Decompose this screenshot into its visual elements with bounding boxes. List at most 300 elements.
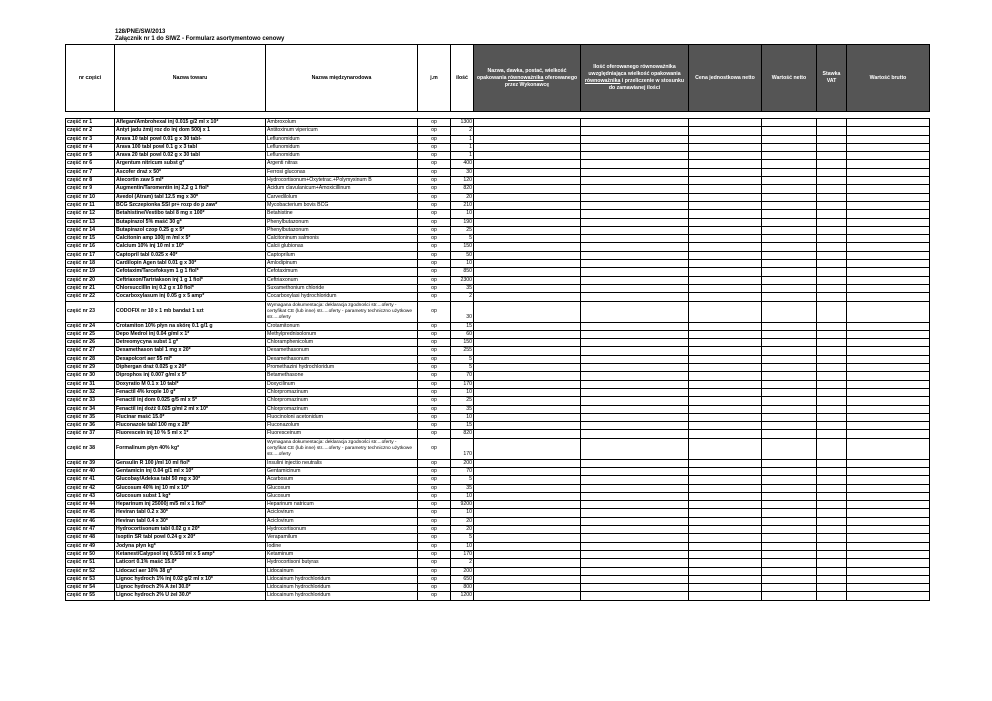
vat-cell[interactable] <box>817 235 847 243</box>
offered-qty-cell[interactable] <box>581 268 689 276</box>
offered-name-cell[interactable] <box>474 501 581 509</box>
unit-price-cell[interactable] <box>689 210 762 218</box>
vat-cell[interactable] <box>817 534 847 542</box>
gross-value-cell[interactable] <box>847 160 930 168</box>
offered-qty-cell[interactable] <box>581 127 689 135</box>
unit-price-cell[interactable] <box>689 276 762 284</box>
vat-cell[interactable] <box>817 193 847 201</box>
gross-value-cell[interactable] <box>847 542 930 550</box>
offered-name-cell[interactable] <box>474 143 581 151</box>
vat-cell[interactable] <box>817 152 847 160</box>
offered-name-cell[interactable] <box>474 476 581 484</box>
net-value-cell[interactable] <box>762 476 817 484</box>
gross-value-cell[interactable] <box>847 339 930 347</box>
net-value-cell[interactable] <box>762 526 817 534</box>
net-value-cell[interactable] <box>762 284 817 292</box>
offered-name-cell[interactable] <box>474 509 581 517</box>
offered-name-cell[interactable] <box>474 372 581 380</box>
offered-qty-cell[interactable] <box>581 534 689 542</box>
unit-price-cell[interactable] <box>689 467 762 475</box>
offered-qty-cell[interactable] <box>581 185 689 193</box>
offered-name-cell[interactable] <box>474 405 581 413</box>
vat-cell[interactable] <box>817 143 847 151</box>
unit-price-cell[interactable] <box>689 509 762 517</box>
gross-value-cell[interactable] <box>847 168 930 176</box>
vat-cell[interactable] <box>817 135 847 143</box>
vat-cell[interactable] <box>817 218 847 226</box>
offered-qty-cell[interactable] <box>581 322 689 330</box>
net-value-cell[interactable] <box>762 501 817 509</box>
offered-qty-cell[interactable] <box>581 260 689 268</box>
net-value-cell[interactable] <box>762 119 817 127</box>
vat-cell[interactable] <box>817 459 847 467</box>
offered-qty-cell[interactable] <box>581 567 689 575</box>
gross-value-cell[interactable] <box>847 484 930 492</box>
net-value-cell[interactable] <box>762 509 817 517</box>
offered-qty-cell[interactable] <box>581 584 689 592</box>
gross-value-cell[interactable] <box>847 397 930 405</box>
gross-value-cell[interactable] <box>847 322 930 330</box>
vat-cell[interactable] <box>817 127 847 135</box>
unit-price-cell[interactable] <box>689 526 762 534</box>
offered-qty-cell[interactable] <box>581 405 689 413</box>
offered-qty-cell[interactable] <box>581 235 689 243</box>
vat-cell[interactable] <box>817 526 847 534</box>
gross-value-cell[interactable] <box>847 135 930 143</box>
gross-value-cell[interactable] <box>847 218 930 226</box>
net-value-cell[interactable] <box>762 160 817 168</box>
gross-value-cell[interactable] <box>847 592 930 600</box>
offered-name-cell[interactable] <box>474 235 581 243</box>
offered-qty-cell[interactable] <box>581 438 689 459</box>
unit-price-cell[interactable] <box>689 438 762 459</box>
offered-name-cell[interactable] <box>474 193 581 201</box>
unit-price-cell[interactable] <box>689 143 762 151</box>
gross-value-cell[interactable] <box>847 517 930 525</box>
net-value-cell[interactable] <box>762 364 817 372</box>
offered-name-cell[interactable] <box>474 160 581 168</box>
unit-price-cell[interactable] <box>689 397 762 405</box>
gross-value-cell[interactable] <box>847 584 930 592</box>
unit-price-cell[interactable] <box>689 135 762 143</box>
unit-price-cell[interactable] <box>689 476 762 484</box>
net-value-cell[interactable] <box>762 268 817 276</box>
unit-price-cell[interactable] <box>689 243 762 251</box>
vat-cell[interactable] <box>817 330 847 338</box>
unit-price-cell[interactable] <box>689 177 762 185</box>
vat-cell[interactable] <box>817 559 847 567</box>
vat-cell[interactable] <box>817 567 847 575</box>
net-value-cell[interactable] <box>762 276 817 284</box>
gross-value-cell[interactable] <box>847 559 930 567</box>
gross-value-cell[interactable] <box>847 119 930 127</box>
net-value-cell[interactable] <box>762 575 817 583</box>
unit-price-cell[interactable] <box>689 559 762 567</box>
offered-qty-cell[interactable] <box>581 467 689 475</box>
offered-qty-cell[interactable] <box>581 559 689 567</box>
unit-price-cell[interactable] <box>689 268 762 276</box>
offered-qty-cell[interactable] <box>581 135 689 143</box>
net-value-cell[interactable] <box>762 201 817 209</box>
vat-cell[interactable] <box>817 201 847 209</box>
offered-name-cell[interactable] <box>474 226 581 234</box>
gross-value-cell[interactable] <box>847 438 930 459</box>
net-value-cell[interactable] <box>762 397 817 405</box>
gross-value-cell[interactable] <box>847 567 930 575</box>
net-value-cell[interactable] <box>762 301 817 322</box>
unit-price-cell[interactable] <box>689 226 762 234</box>
unit-price-cell[interactable] <box>689 355 762 363</box>
gross-value-cell[interactable] <box>847 430 930 438</box>
vat-cell[interactable] <box>817 592 847 600</box>
offered-qty-cell[interactable] <box>581 293 689 301</box>
offered-name-cell[interactable] <box>474 592 581 600</box>
net-value-cell[interactable] <box>762 322 817 330</box>
net-value-cell[interactable] <box>762 430 817 438</box>
gross-value-cell[interactable] <box>847 413 930 421</box>
offered-name-cell[interactable] <box>474 484 581 492</box>
net-value-cell[interactable] <box>762 168 817 176</box>
vat-cell[interactable] <box>817 501 847 509</box>
unit-price-cell[interactable] <box>689 430 762 438</box>
offered-name-cell[interactable] <box>474 293 581 301</box>
gross-value-cell[interactable] <box>847 177 930 185</box>
offered-name-cell[interactable] <box>474 559 581 567</box>
offered-name-cell[interactable] <box>474 268 581 276</box>
offered-name-cell[interactable] <box>474 201 581 209</box>
vat-cell[interactable] <box>817 284 847 292</box>
offered-name-cell[interactable] <box>474 413 581 421</box>
unit-price-cell[interactable] <box>689 388 762 396</box>
vat-cell[interactable] <box>817 268 847 276</box>
offered-qty-cell[interactable] <box>581 364 689 372</box>
offered-name-cell[interactable] <box>474 339 581 347</box>
unit-price-cell[interactable] <box>689 422 762 430</box>
offered-qty-cell[interactable] <box>581 330 689 338</box>
vat-cell[interactable] <box>817 119 847 127</box>
net-value-cell[interactable] <box>762 413 817 421</box>
vat-cell[interactable] <box>817 430 847 438</box>
gross-value-cell[interactable] <box>847 193 930 201</box>
offered-qty-cell[interactable] <box>581 372 689 380</box>
offered-qty-cell[interactable] <box>581 284 689 292</box>
offered-name-cell[interactable] <box>474 422 581 430</box>
vat-cell[interactable] <box>817 476 847 484</box>
offered-name-cell[interactable] <box>474 127 581 135</box>
vat-cell[interactable] <box>817 177 847 185</box>
net-value-cell[interactable] <box>762 492 817 500</box>
offered-qty-cell[interactable] <box>581 526 689 534</box>
vat-cell[interactable] <box>817 492 847 500</box>
net-value-cell[interactable] <box>762 534 817 542</box>
net-value-cell[interactable] <box>762 567 817 575</box>
offered-name-cell[interactable] <box>474 177 581 185</box>
offered-qty-cell[interactable] <box>581 413 689 421</box>
vat-cell[interactable] <box>817 226 847 234</box>
net-value-cell[interactable] <box>762 185 817 193</box>
net-value-cell[interactable] <box>762 260 817 268</box>
vat-cell[interactable] <box>817 347 847 355</box>
net-value-cell[interactable] <box>762 422 817 430</box>
offered-name-cell[interactable] <box>474 185 581 193</box>
gross-value-cell[interactable] <box>847 388 930 396</box>
vat-cell[interactable] <box>817 251 847 259</box>
offered-name-cell[interactable] <box>474 276 581 284</box>
offered-name-cell[interactable] <box>474 135 581 143</box>
net-value-cell[interactable] <box>762 127 817 135</box>
offered-name-cell[interactable] <box>474 322 581 330</box>
gross-value-cell[interactable] <box>847 534 930 542</box>
unit-price-cell[interactable] <box>689 152 762 160</box>
net-value-cell[interactable] <box>762 484 817 492</box>
unit-price-cell[interactable] <box>689 413 762 421</box>
offered-qty-cell[interactable] <box>581 226 689 234</box>
unit-price-cell[interactable] <box>689 339 762 347</box>
unit-price-cell[interactable] <box>689 575 762 583</box>
vat-cell[interactable] <box>817 584 847 592</box>
gross-value-cell[interactable] <box>847 501 930 509</box>
gross-value-cell[interactable] <box>847 235 930 243</box>
unit-price-cell[interactable] <box>689 260 762 268</box>
offered-qty-cell[interactable] <box>581 575 689 583</box>
net-value-cell[interactable] <box>762 592 817 600</box>
vat-cell[interactable] <box>817 575 847 583</box>
offered-qty-cell[interactable] <box>581 347 689 355</box>
unit-price-cell[interactable] <box>689 201 762 209</box>
unit-price-cell[interactable] <box>689 347 762 355</box>
offered-qty-cell[interactable] <box>581 501 689 509</box>
net-value-cell[interactable] <box>762 380 817 388</box>
gross-value-cell[interactable] <box>847 243 930 251</box>
gross-value-cell[interactable] <box>847 284 930 292</box>
vat-cell[interactable] <box>817 364 847 372</box>
gross-value-cell[interactable] <box>847 509 930 517</box>
gross-value-cell[interactable] <box>847 143 930 151</box>
gross-value-cell[interactable] <box>847 492 930 500</box>
offered-qty-cell[interactable] <box>581 388 689 396</box>
offered-name-cell[interactable] <box>474 364 581 372</box>
net-value-cell[interactable] <box>762 542 817 550</box>
offered-name-cell[interactable] <box>474 397 581 405</box>
offered-qty-cell[interactable] <box>581 201 689 209</box>
offered-name-cell[interactable] <box>474 575 581 583</box>
offered-name-cell[interactable] <box>474 284 581 292</box>
gross-value-cell[interactable] <box>847 476 930 484</box>
gross-value-cell[interactable] <box>847 347 930 355</box>
gross-value-cell[interactable] <box>847 301 930 322</box>
unit-price-cell[interactable] <box>689 301 762 322</box>
gross-value-cell[interactable] <box>847 260 930 268</box>
vat-cell[interactable] <box>817 380 847 388</box>
offered-qty-cell[interactable] <box>581 301 689 322</box>
vat-cell[interactable] <box>817 260 847 268</box>
net-value-cell[interactable] <box>762 438 817 459</box>
offered-name-cell[interactable] <box>474 210 581 218</box>
gross-value-cell[interactable] <box>847 251 930 259</box>
offered-name-cell[interactable] <box>474 459 581 467</box>
offered-name-cell[interactable] <box>474 119 581 127</box>
unit-price-cell[interactable] <box>689 584 762 592</box>
unit-price-cell[interactable] <box>689 517 762 525</box>
vat-cell[interactable] <box>817 185 847 193</box>
offered-name-cell[interactable] <box>474 526 581 534</box>
vat-cell[interactable] <box>817 388 847 396</box>
net-value-cell[interactable] <box>762 372 817 380</box>
vat-cell[interactable] <box>817 550 847 558</box>
unit-price-cell[interactable] <box>689 459 762 467</box>
offered-qty-cell[interactable] <box>581 276 689 284</box>
gross-value-cell[interactable] <box>847 152 930 160</box>
vat-cell[interactable] <box>817 422 847 430</box>
unit-price-cell[interactable] <box>689 193 762 201</box>
offered-qty-cell[interactable] <box>581 476 689 484</box>
vat-cell[interactable] <box>817 484 847 492</box>
offered-qty-cell[interactable] <box>581 517 689 525</box>
net-value-cell[interactable] <box>762 135 817 143</box>
vat-cell[interactable] <box>817 405 847 413</box>
offered-qty-cell[interactable] <box>581 152 689 160</box>
unit-price-cell[interactable] <box>689 592 762 600</box>
unit-price-cell[interactable] <box>689 127 762 135</box>
offered-name-cell[interactable] <box>474 430 581 438</box>
offered-name-cell[interactable] <box>474 355 581 363</box>
net-value-cell[interactable] <box>762 226 817 234</box>
offered-qty-cell[interactable] <box>581 143 689 151</box>
offered-name-cell[interactable] <box>474 152 581 160</box>
offered-name-cell[interactable] <box>474 301 581 322</box>
offered-name-cell[interactable] <box>474 534 581 542</box>
offered-name-cell[interactable] <box>474 517 581 525</box>
unit-price-cell[interactable] <box>689 484 762 492</box>
offered-name-cell[interactable] <box>474 567 581 575</box>
gross-value-cell[interactable] <box>847 364 930 372</box>
unit-price-cell[interactable] <box>689 284 762 292</box>
unit-price-cell[interactable] <box>689 330 762 338</box>
gross-value-cell[interactable] <box>847 293 930 301</box>
net-value-cell[interactable] <box>762 243 817 251</box>
unit-price-cell[interactable] <box>689 364 762 372</box>
net-value-cell[interactable] <box>762 467 817 475</box>
vat-cell[interactable] <box>817 542 847 550</box>
offered-qty-cell[interactable] <box>581 397 689 405</box>
net-value-cell[interactable] <box>762 355 817 363</box>
net-value-cell[interactable] <box>762 210 817 218</box>
gross-value-cell[interactable] <box>847 372 930 380</box>
gross-value-cell[interactable] <box>847 422 930 430</box>
offered-name-cell[interactable] <box>474 168 581 176</box>
offered-qty-cell[interactable] <box>581 160 689 168</box>
offered-name-cell[interactable] <box>474 330 581 338</box>
vat-cell[interactable] <box>817 438 847 459</box>
unit-price-cell[interactable] <box>689 501 762 509</box>
vat-cell[interactable] <box>817 397 847 405</box>
offered-qty-cell[interactable] <box>581 168 689 176</box>
net-value-cell[interactable] <box>762 550 817 558</box>
offered-name-cell[interactable] <box>474 550 581 558</box>
net-value-cell[interactable] <box>762 218 817 226</box>
offered-qty-cell[interactable] <box>581 430 689 438</box>
offered-qty-cell[interactable] <box>581 484 689 492</box>
gross-value-cell[interactable] <box>847 276 930 284</box>
gross-value-cell[interactable] <box>847 355 930 363</box>
net-value-cell[interactable] <box>762 405 817 413</box>
net-value-cell[interactable] <box>762 459 817 467</box>
offered-qty-cell[interactable] <box>581 550 689 558</box>
offered-name-cell[interactable] <box>474 438 581 459</box>
net-value-cell[interactable] <box>762 347 817 355</box>
unit-price-cell[interactable] <box>689 542 762 550</box>
vat-cell[interactable] <box>817 413 847 421</box>
unit-price-cell[interactable] <box>689 235 762 243</box>
gross-value-cell[interactable] <box>847 127 930 135</box>
offered-qty-cell[interactable] <box>581 542 689 550</box>
gross-value-cell[interactable] <box>847 575 930 583</box>
gross-value-cell[interactable] <box>847 210 930 218</box>
offered-qty-cell[interactable] <box>581 210 689 218</box>
offered-name-cell[interactable] <box>474 243 581 251</box>
vat-cell[interactable] <box>817 509 847 517</box>
offered-name-cell[interactable] <box>474 347 581 355</box>
net-value-cell[interactable] <box>762 177 817 185</box>
unit-price-cell[interactable] <box>689 492 762 500</box>
gross-value-cell[interactable] <box>847 380 930 388</box>
unit-price-cell[interactable] <box>689 119 762 127</box>
net-value-cell[interactable] <box>762 251 817 259</box>
offered-qty-cell[interactable] <box>581 177 689 185</box>
net-value-cell[interactable] <box>762 152 817 160</box>
offered-qty-cell[interactable] <box>581 339 689 347</box>
offered-name-cell[interactable] <box>474 492 581 500</box>
vat-cell[interactable] <box>817 160 847 168</box>
offered-name-cell[interactable] <box>474 251 581 259</box>
vat-cell[interactable] <box>817 243 847 251</box>
offered-qty-cell[interactable] <box>581 355 689 363</box>
net-value-cell[interactable] <box>762 235 817 243</box>
offered-name-cell[interactable] <box>474 584 581 592</box>
unit-price-cell[interactable] <box>689 405 762 413</box>
offered-name-cell[interactable] <box>474 388 581 396</box>
vat-cell[interactable] <box>817 276 847 284</box>
unit-price-cell[interactable] <box>689 251 762 259</box>
unit-price-cell[interactable] <box>689 160 762 168</box>
unit-price-cell[interactable] <box>689 372 762 380</box>
offered-qty-cell[interactable] <box>581 592 689 600</box>
vat-cell[interactable] <box>817 301 847 322</box>
net-value-cell[interactable] <box>762 143 817 151</box>
net-value-cell[interactable] <box>762 388 817 396</box>
vat-cell[interactable] <box>817 372 847 380</box>
unit-price-cell[interactable] <box>689 218 762 226</box>
offered-qty-cell[interactable] <box>581 459 689 467</box>
unit-price-cell[interactable] <box>689 322 762 330</box>
offered-name-cell[interactable] <box>474 260 581 268</box>
offered-qty-cell[interactable] <box>581 509 689 517</box>
vat-cell[interactable] <box>817 355 847 363</box>
net-value-cell[interactable] <box>762 193 817 201</box>
gross-value-cell[interactable] <box>847 226 930 234</box>
vat-cell[interactable] <box>817 168 847 176</box>
gross-value-cell[interactable] <box>847 526 930 534</box>
offered-qty-cell[interactable] <box>581 380 689 388</box>
offered-name-cell[interactable] <box>474 542 581 550</box>
gross-value-cell[interactable] <box>847 201 930 209</box>
net-value-cell[interactable] <box>762 559 817 567</box>
offered-name-cell[interactable] <box>474 467 581 475</box>
gross-value-cell[interactable] <box>847 330 930 338</box>
unit-price-cell[interactable] <box>689 380 762 388</box>
offered-name-cell[interactable] <box>474 380 581 388</box>
vat-cell[interactable] <box>817 293 847 301</box>
